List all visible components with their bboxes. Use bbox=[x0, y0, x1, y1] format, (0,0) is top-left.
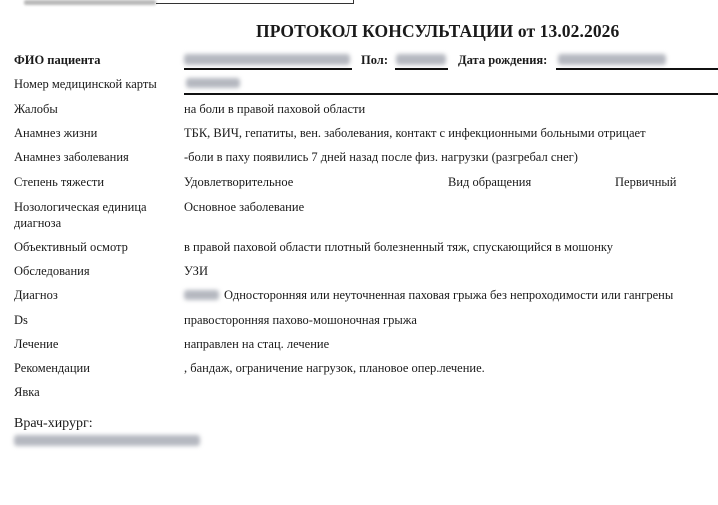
severity-value: Удовлетворительное bbox=[184, 175, 294, 189]
complaints-label: Жалобы bbox=[14, 102, 58, 116]
divider-line bbox=[156, 3, 354, 4]
visit-type-label: Вид обращения bbox=[448, 175, 532, 189]
birth-date-underline bbox=[556, 68, 718, 70]
gender-label: Пол: bbox=[361, 53, 388, 67]
patient-name-underline bbox=[184, 68, 352, 70]
card-number-label: Номер медицинской карты bbox=[14, 77, 157, 91]
redacted-block bbox=[24, 0, 156, 5]
life-anamnesis-label: Анамнез жизни bbox=[14, 126, 98, 140]
ds-value: правосторонняя пахово-мошоночная грыжа bbox=[184, 313, 417, 327]
follow-up-label: Явка bbox=[14, 385, 40, 399]
top-form-fragment bbox=[24, 0, 330, 5]
visit-type-value: Первичный bbox=[615, 175, 677, 189]
disease-anamnesis-value: -боли в паху появились 7 дней назад после физ. нагрузки (разгребал снег) bbox=[184, 150, 578, 164]
patient-name-value-redacted bbox=[184, 54, 350, 65]
treatment-label: Лечение bbox=[14, 337, 59, 351]
disease-anamnesis-label: Анамнез заболевания bbox=[14, 150, 129, 164]
diagnosis-label: Диагноз bbox=[14, 288, 58, 302]
nosological-unit-value: Основное заболевание bbox=[184, 200, 305, 214]
nosological-unit-label-line2: диагноза bbox=[14, 216, 62, 230]
birth-date-label: Дата рождения: bbox=[458, 53, 548, 67]
objective-exam-label: Объективный осмотр bbox=[14, 240, 128, 254]
diagnosis-code-redacted bbox=[184, 290, 219, 300]
patient-name-label: ФИО пациента bbox=[14, 53, 101, 67]
complaints-value: на боли в правой паховой области bbox=[184, 102, 366, 116]
divider-line bbox=[353, 0, 354, 4]
ds-label: Ds bbox=[14, 313, 28, 327]
card-number-value-redacted bbox=[186, 78, 240, 88]
objective-exam-value: в правой паховой области плотный болезненный тяж, спускающийся в мошонку bbox=[184, 240, 614, 254]
gender-value-redacted bbox=[396, 54, 446, 65]
life-anamnesis-value: ТБК, ВИЧ, гепатиты, вен. заболевания, контакт с инфекционными больными отрицает bbox=[184, 126, 646, 140]
nosological-unit-label-line1: Нозологическая единица bbox=[14, 200, 147, 214]
birth-date-value-redacted bbox=[558, 54, 666, 65]
examinations-label: Обследования bbox=[14, 264, 90, 278]
signature-name-redacted bbox=[14, 435, 200, 446]
recommendations-label: Рекомендации bbox=[14, 361, 90, 375]
treatment-value: направлен на стац. лечение bbox=[184, 337, 330, 351]
signature-role: Врач-хирург: bbox=[14, 416, 93, 431]
recommendations-value: , бандаж, ограничение нагрузок, плановое опер.лечение. bbox=[184, 361, 485, 375]
examinations-value: УЗИ bbox=[184, 264, 208, 278]
document-title: ПРОТОКОЛ КОНСУЛЬТАЦИИ от 13.02.2026 bbox=[256, 21, 620, 41]
gender-underline bbox=[395, 68, 448, 70]
card-number-underline bbox=[184, 93, 718, 95]
severity-label: Степень тяжести bbox=[14, 175, 105, 189]
diagnosis-value: Односторонняя или неуточненная паховая грыжа без непроходимости или гангрены bbox=[224, 288, 674, 302]
